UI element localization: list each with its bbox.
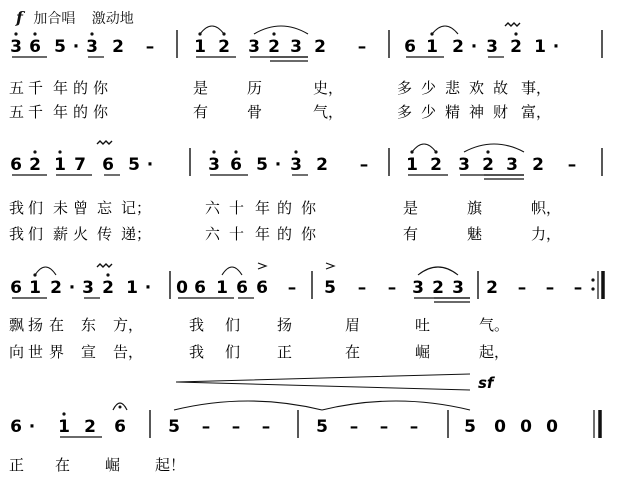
note: 1 bbox=[406, 155, 418, 175]
crescendo-hairpin bbox=[176, 374, 470, 390]
lyric-char: 未 bbox=[53, 199, 69, 217]
note: 6 bbox=[29, 37, 41, 57]
performance-note-chorus: 加合唱 bbox=[33, 11, 76, 27]
octave-dot bbox=[294, 150, 297, 153]
lyric-char: 五 bbox=[9, 79, 25, 97]
lyric-char: 的 bbox=[277, 225, 293, 243]
turn-ornament bbox=[505, 23, 520, 26]
octave-dot bbox=[58, 150, 61, 153]
lyric-char: 的 bbox=[277, 199, 293, 217]
octave-dot bbox=[14, 32, 17, 35]
slur bbox=[432, 26, 458, 34]
dash-note: – bbox=[357, 37, 367, 57]
note: 5 bbox=[168, 417, 180, 437]
lyric-char: 记； bbox=[121, 199, 152, 217]
lyric-char: 起， bbox=[479, 343, 510, 361]
lyric-char: 我 bbox=[9, 225, 25, 243]
lyric-char: 的 bbox=[73, 103, 89, 121]
lyric-char: 东 bbox=[81, 316, 97, 334]
lyric-char: 们 bbox=[28, 199, 44, 217]
lyric-char: 传 bbox=[97, 225, 113, 243]
note: 1 bbox=[426, 37, 438, 57]
note: · bbox=[274, 155, 282, 175]
note: 6 bbox=[102, 155, 114, 175]
note: 3 bbox=[86, 37, 98, 57]
note: 6 bbox=[236, 278, 248, 298]
note: 2 bbox=[29, 155, 41, 175]
lyric-char: 力， bbox=[531, 225, 562, 243]
note: 1 bbox=[194, 37, 206, 57]
note: · bbox=[146, 155, 154, 175]
lyric-char: 千 bbox=[28, 79, 44, 97]
octave-dot bbox=[33, 150, 36, 153]
lyric-char: 我 bbox=[189, 316, 205, 334]
lyric-char: 财 bbox=[493, 103, 509, 121]
note: 3 bbox=[10, 37, 22, 57]
lyric-char: 薪 bbox=[53, 225, 69, 243]
lyric-char: 世 bbox=[28, 343, 44, 361]
lyric-char: 的 bbox=[73, 79, 89, 97]
note: 7 bbox=[74, 155, 86, 175]
lyric-char: 你 bbox=[301, 225, 317, 243]
note: 2 bbox=[84, 417, 96, 437]
note: · bbox=[552, 37, 560, 57]
dash-note: – bbox=[261, 417, 271, 437]
note: 6 bbox=[114, 417, 126, 437]
lyric-char: 递； bbox=[121, 225, 152, 243]
note: 2 bbox=[316, 155, 328, 175]
lyric-char: 十 bbox=[229, 199, 245, 217]
lyric-char: 事， bbox=[521, 79, 552, 97]
lyric-char: 我 bbox=[9, 199, 25, 217]
lyric-char: 气。 bbox=[479, 316, 510, 334]
lyric-char: 有 bbox=[193, 103, 209, 121]
note: · bbox=[68, 278, 76, 298]
lyric-char: 我 bbox=[189, 343, 205, 361]
lyric-char: 告， bbox=[113, 343, 144, 361]
note: 2 bbox=[112, 37, 124, 57]
lyric-char: 在 bbox=[345, 343, 361, 361]
slur bbox=[222, 267, 242, 275]
note: 5 bbox=[324, 278, 336, 298]
note: 6 bbox=[194, 278, 206, 298]
octave-dot bbox=[212, 150, 215, 153]
note: 1 bbox=[126, 278, 138, 298]
lyric-char: 崛 bbox=[105, 456, 121, 474]
lyric-char: 你 bbox=[93, 103, 109, 121]
note: 3 bbox=[290, 155, 302, 175]
octave-dot bbox=[234, 150, 237, 153]
lyric-char: 史， bbox=[313, 79, 344, 97]
lyric-char: 曾 bbox=[73, 199, 89, 217]
tie bbox=[322, 401, 470, 410]
performance-note-mood: 激动地 bbox=[91, 11, 134, 27]
octave-dot bbox=[33, 32, 36, 35]
repeat-dot bbox=[591, 278, 594, 281]
octave-dot bbox=[106, 273, 109, 276]
note: 0 bbox=[176, 278, 188, 298]
note: 6 bbox=[10, 417, 22, 437]
note: 6 bbox=[10, 155, 22, 175]
lyric-char: 十 bbox=[229, 225, 245, 243]
accent-mark bbox=[258, 263, 266, 269]
lyric-char: 正 bbox=[277, 343, 293, 361]
lyric-char: 在 bbox=[49, 316, 65, 334]
octave-dot bbox=[62, 412, 65, 415]
lyric-char: 忘 bbox=[97, 199, 113, 217]
note: 5 bbox=[256, 155, 268, 175]
note: · bbox=[72, 37, 80, 57]
lyric-char: 们 bbox=[225, 316, 241, 334]
lyric-char: 年 bbox=[255, 199, 271, 217]
lyric-char: 正 bbox=[9, 456, 25, 474]
note: · bbox=[28, 417, 36, 437]
note: 0 bbox=[520, 417, 532, 437]
lyric-char: 五 bbox=[9, 103, 25, 121]
note: 2 bbox=[486, 278, 498, 298]
turn-ornament bbox=[97, 141, 112, 144]
lyric-char: 气， bbox=[313, 103, 344, 121]
lyric-char: 宣 bbox=[81, 343, 97, 361]
dash-note: – bbox=[201, 417, 211, 437]
dash-note: – bbox=[359, 155, 369, 175]
lyric-char: 悲 bbox=[445, 79, 461, 97]
slur bbox=[418, 267, 458, 275]
lyric-char: 是 bbox=[193, 79, 209, 97]
lyric-char: 在 bbox=[55, 456, 71, 474]
lyric-char: 年 bbox=[53, 103, 69, 121]
note: 2 bbox=[218, 37, 230, 57]
note: 3 bbox=[452, 278, 464, 298]
note: 6 bbox=[256, 278, 268, 298]
lyric-char: 崛 bbox=[415, 343, 431, 361]
lyric-char: 六 bbox=[205, 199, 221, 217]
lyric-char: 你 bbox=[93, 79, 109, 97]
lyric-char: 你 bbox=[301, 199, 317, 217]
note: 6 bbox=[404, 37, 416, 57]
lyric-char: 火 bbox=[73, 225, 89, 243]
octave-dot bbox=[514, 32, 517, 35]
lyric-char: 富， bbox=[521, 103, 552, 121]
lyric-char: 精 bbox=[445, 103, 461, 121]
note: 5 bbox=[464, 417, 476, 437]
note: 3 bbox=[82, 278, 94, 298]
lyric-char: 欢 bbox=[469, 79, 485, 97]
note: 3 bbox=[506, 155, 518, 175]
note: 3 bbox=[486, 37, 498, 57]
accent-mark bbox=[326, 263, 334, 269]
note: 6 bbox=[10, 278, 22, 298]
note: 2 bbox=[314, 37, 326, 57]
note: 0 bbox=[494, 417, 506, 437]
dash-note: – bbox=[231, 417, 241, 437]
dash-note: – bbox=[545, 278, 555, 298]
octave-dot bbox=[486, 150, 489, 153]
lyric-char: 骨 bbox=[247, 103, 263, 121]
lyric-char: 少 bbox=[421, 103, 437, 121]
dash-note: – bbox=[145, 37, 155, 57]
note: 2 bbox=[532, 155, 544, 175]
note: 0 bbox=[546, 417, 558, 437]
note: 1 bbox=[54, 155, 66, 175]
slur bbox=[412, 144, 436, 152]
slur bbox=[200, 26, 224, 34]
note: 2 bbox=[510, 37, 522, 57]
lyric-char: 魅 bbox=[467, 225, 483, 243]
note: 2 bbox=[452, 37, 464, 57]
dash-note: – bbox=[573, 278, 583, 298]
lyric-char: 多 bbox=[397, 103, 413, 121]
sforzando-marking: sf bbox=[478, 374, 494, 392]
lyric-char: 方， bbox=[113, 316, 144, 334]
dash-note: – bbox=[409, 417, 419, 437]
dynamic-marking: f bbox=[16, 8, 23, 27]
note: · bbox=[144, 278, 152, 298]
note: 2 bbox=[430, 155, 442, 175]
note: 2 bbox=[432, 278, 444, 298]
dash-note: – bbox=[517, 278, 527, 298]
dash-note: – bbox=[379, 417, 389, 437]
lyric-char: 吐 bbox=[415, 316, 431, 334]
lyric-char: 飘 bbox=[9, 316, 25, 334]
note: 5 bbox=[54, 37, 66, 57]
note: 1 bbox=[58, 417, 70, 437]
lyric-char: 们 bbox=[225, 343, 241, 361]
lyric-char: 多 bbox=[397, 79, 413, 97]
lyric-char: 扬 bbox=[277, 316, 293, 334]
note: 1 bbox=[216, 278, 228, 298]
tie bbox=[174, 401, 322, 410]
note: 1 bbox=[534, 37, 546, 57]
lyric-char: 年 bbox=[53, 79, 69, 97]
slur bbox=[35, 267, 56, 275]
fermata-dot bbox=[119, 406, 122, 409]
lyric-char: 故 bbox=[493, 79, 509, 97]
note: · bbox=[470, 37, 478, 57]
note: 6 bbox=[230, 155, 242, 175]
slur bbox=[254, 26, 308, 34]
note: 2 bbox=[482, 155, 494, 175]
note: 3 bbox=[248, 37, 260, 57]
dash-note: – bbox=[287, 278, 297, 298]
note: 5 bbox=[316, 417, 328, 437]
note: 2 bbox=[50, 278, 62, 298]
lyric-char: 扬 bbox=[28, 316, 44, 334]
lyric-char: 千 bbox=[28, 103, 44, 121]
octave-dot bbox=[272, 32, 275, 35]
slur bbox=[464, 144, 524, 152]
note: 1 bbox=[29, 278, 41, 298]
lyric-char: 向 bbox=[9, 343, 25, 361]
lyric-char: 六 bbox=[205, 225, 221, 243]
lyric-char: 旗 bbox=[467, 199, 483, 217]
dash-note: – bbox=[387, 278, 397, 298]
turn-ornament bbox=[97, 264, 112, 267]
lyric-char: 帜， bbox=[531, 199, 562, 217]
note: 3 bbox=[412, 278, 424, 298]
dash-note: – bbox=[567, 155, 577, 175]
note: 3 bbox=[208, 155, 220, 175]
lyric-char: 起！ bbox=[155, 456, 186, 474]
lyric-char: 是 bbox=[403, 199, 419, 217]
repeat-dot bbox=[591, 287, 594, 290]
lyric-char: 们 bbox=[28, 225, 44, 243]
lyric-char: 少 bbox=[421, 79, 437, 97]
octave-dot bbox=[90, 32, 93, 35]
lyric-char: 神 bbox=[469, 103, 485, 121]
note: 2 bbox=[102, 278, 114, 298]
lyric-char: 有 bbox=[403, 225, 419, 243]
note: 3 bbox=[458, 155, 470, 175]
dash-note: – bbox=[349, 417, 359, 437]
lyric-char: 年 bbox=[255, 225, 271, 243]
lyric-char: 历 bbox=[247, 79, 263, 97]
note: 2 bbox=[268, 37, 280, 57]
lyric-char: 界 bbox=[49, 343, 65, 361]
dash-note: – bbox=[357, 278, 367, 298]
lyric-char: 眉 bbox=[345, 316, 361, 334]
note: 5 bbox=[128, 155, 140, 175]
note: 3 bbox=[290, 37, 302, 57]
